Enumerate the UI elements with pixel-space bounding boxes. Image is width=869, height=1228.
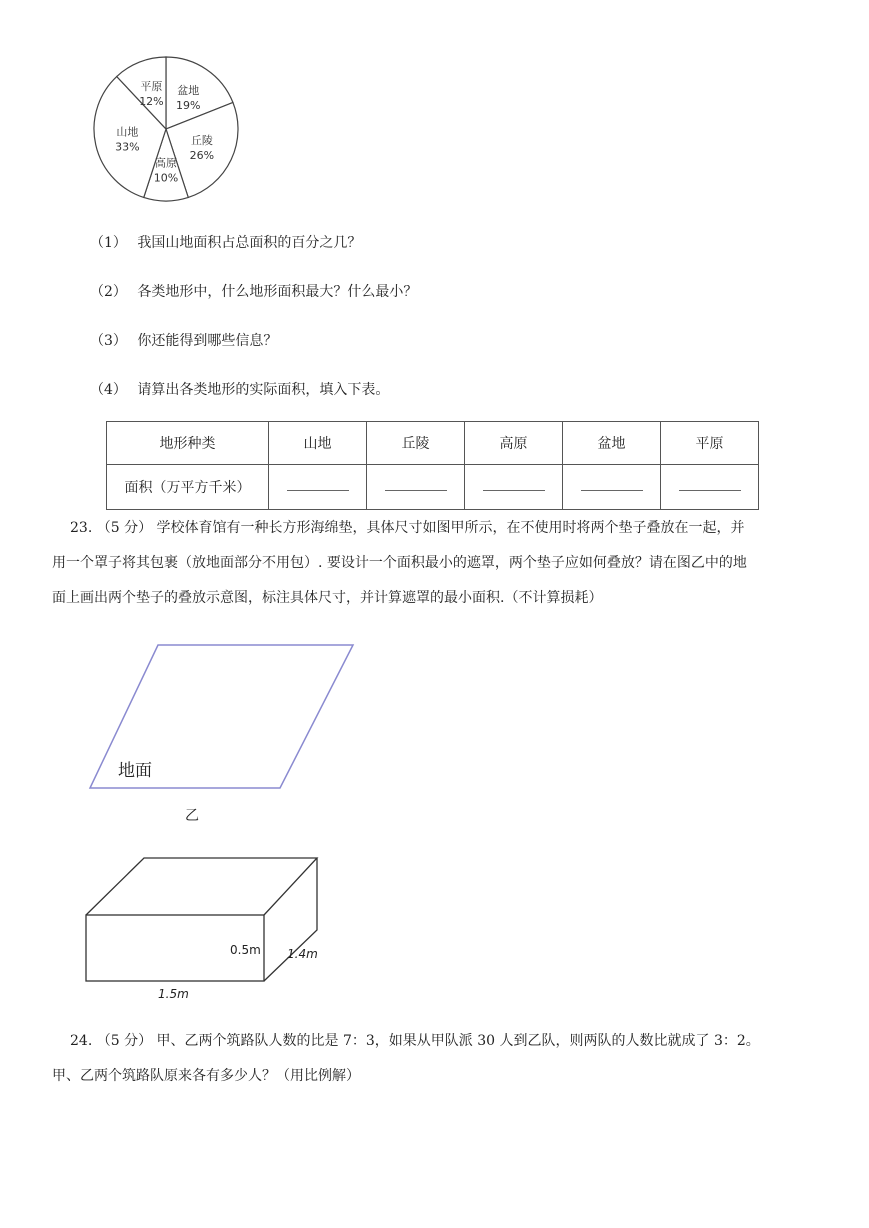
question-2 [90,282,417,302]
pie-slice-label: 山地 [116,125,139,139]
table-column-header: 平原 [661,422,759,465]
answer-blank[interactable] [269,465,367,510]
pie-slice-percent: 12% [139,95,164,109]
question-number: （4） [90,382,127,398]
question-4 [90,380,389,400]
answer-blank[interactable] [661,465,759,510]
pie-slice-percent: 19% [176,99,201,113]
question-number: （3） [90,333,127,349]
pie-slice-percent: 26% [189,148,215,162]
box-side-face [264,858,317,981]
pie-slice-label: 平原 [140,80,163,94]
pie-slice-percent: 33% [115,140,140,154]
problem-23-line-3: 面上画出两个垫子的叠放示意图，标注具体尺寸，并计算遮罩的最小面积.（不计算损耗） [52,590,603,606]
box-top-face [86,858,317,915]
question-text: 你还能得到哪些信息？ [137,333,278,349]
figure-label: 乙 [185,808,199,824]
table-header-row [107,422,759,465]
answer-blank[interactable] [465,465,563,510]
dim-length-label: 1.5m [158,987,189,1001]
ground-figure [80,640,370,800]
problem-23-line-2: 用一个罩子将其包裹（放地面部分不用包）. 要设计一个面积最小的遮罩，两个垫子应如何叠放？请在图乙中的地 [52,555,747,571]
dim-depth-label: 1.4m [287,947,318,961]
problem-24-line-2: 甲、乙两个筑路队原来各有多少人？（用比例解） [52,1068,360,1084]
question-number: （2） [90,284,127,300]
ground-label: 地面 [118,761,152,781]
answer-blank[interactable] [367,465,465,510]
table-header-label: 地形种类 [107,422,269,465]
problem-23-line-1: 23. （5 分） 学校体育馆有一种长方形海绵垫，具体尺寸如图甲所示，在不使用时将两个垫子叠放在一起，并 [70,520,745,536]
terrain-area-table [106,421,759,510]
problem-24-line-1: 24. （5 分） 甲、乙两个筑路队人数的比是 7：3，如果从甲队派 30 人到乙队，则两队的人数比就成了 3：2。 [70,1033,760,1049]
pie-slice-label: 盆地 [177,84,200,98]
pie-slice-label: 丘陵 [190,133,213,147]
dim-height-label: 0.5m [230,943,261,957]
table-column-header: 丘陵 [367,422,465,465]
table-row-label: 面积（万平方千米） [107,465,269,510]
table-column-header: 高原 [465,422,563,465]
table-column-header: 盆地 [563,422,661,465]
question-text: 请算出各类地形的实际面积，填入下表。 [137,382,390,398]
question-number: （1） [90,235,127,251]
question-text: 我国山地面积占总面积的百分之几？ [137,235,362,251]
mat-box-figure [80,850,340,1010]
table-row [107,465,759,510]
question-3 [90,331,277,351]
pie-slice-label: 高原 [155,156,177,170]
table-column-header: 山地 [269,422,367,465]
answer-blank[interactable] [563,465,661,510]
question-text: 各类地形中，什么地形面积最大？什么最小？ [137,284,418,300]
pie-slice-percent: 10% [153,171,179,185]
terrain-pie-chart [80,50,250,210]
question-1 [90,233,361,253]
